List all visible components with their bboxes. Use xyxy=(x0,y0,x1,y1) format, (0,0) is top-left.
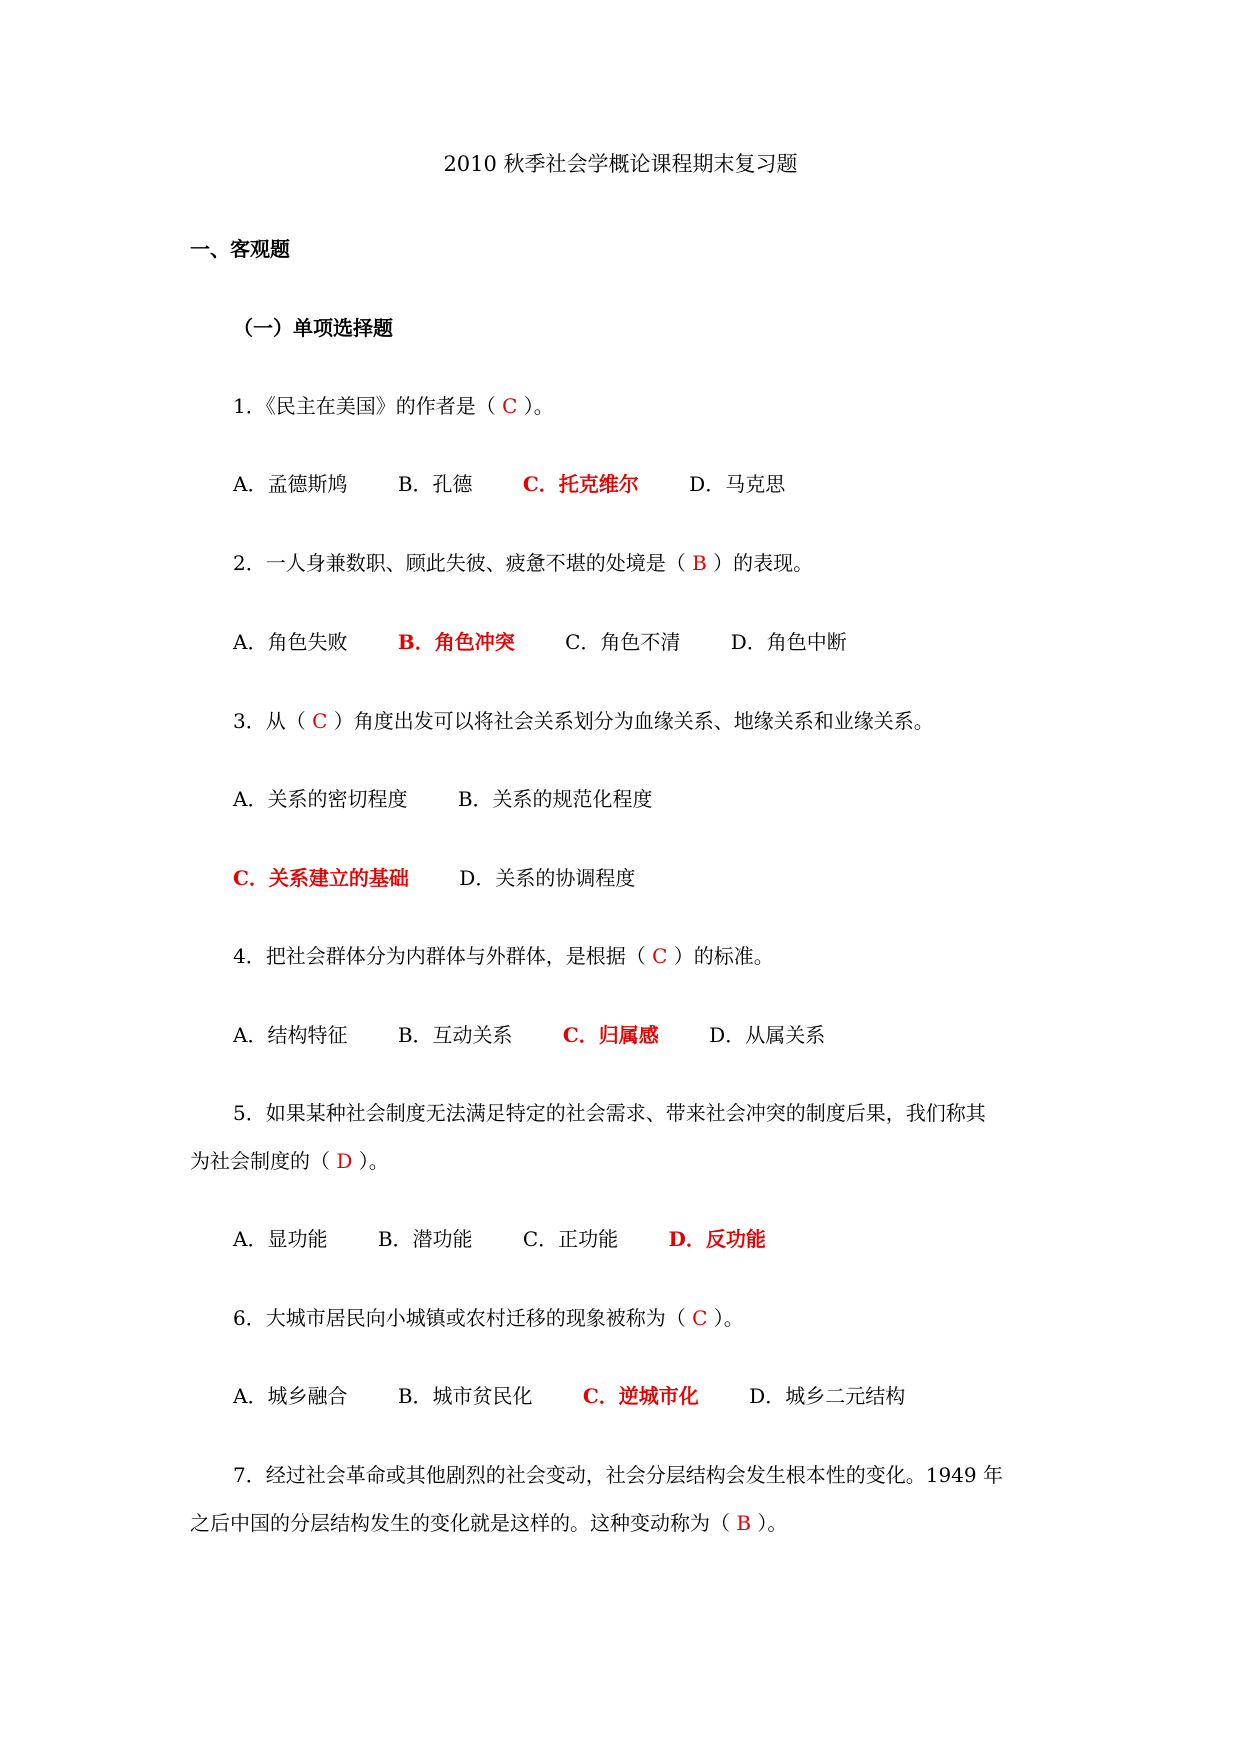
option-b: B．互动关系 xyxy=(397,1023,513,1047)
option-d: D．城乡二元结构 xyxy=(749,1384,906,1408)
option-c: C．正功能 xyxy=(522,1227,619,1251)
question-7-continued xyxy=(190,1513,787,1533)
options-3-line2 xyxy=(233,868,679,888)
option-a: A．结构特征 xyxy=(233,1023,348,1047)
answer-mark: C xyxy=(502,394,518,418)
question-stem-end: ）角度出发可以将社会关系划分为血缘关系、地缘关系和业缘关系。 xyxy=(327,709,934,733)
question-stem: 为社会制度的（ xyxy=(190,1149,337,1173)
option-a: A．关系的密切程度 xyxy=(233,787,408,811)
option-b: B．潜功能 xyxy=(377,1227,473,1251)
option-d-correct: D．反功能 xyxy=(668,1227,766,1251)
option-a: A．显功能 xyxy=(233,1227,328,1251)
option-d: D．马克思 xyxy=(689,472,786,496)
option-b: B．关系的规范化程度 xyxy=(457,787,653,811)
options-1 xyxy=(233,474,829,494)
question-stem: 3．从（ xyxy=(233,709,313,733)
answer-mark: C xyxy=(652,944,668,968)
question-stem: 6．大城市居民向小城镇或农村迁移的现象被称为（ xyxy=(233,1306,693,1330)
question-stem-end: ）。 xyxy=(517,394,554,418)
options-6 xyxy=(233,1386,949,1406)
question-stem-end: ）。 xyxy=(751,1511,788,1535)
question-stem: 4．把社会群体分为内群体与外群体，是根据（ xyxy=(233,944,653,968)
question-stem-end: ）。 xyxy=(352,1149,389,1173)
question-stem-end: ）。 xyxy=(707,1306,744,1330)
option-b: B．城市贫民化 xyxy=(397,1384,533,1408)
question-5-continued xyxy=(190,1151,389,1171)
option-c-correct: C．归属感 xyxy=(562,1023,659,1047)
option-a: A．孟德斯鸠 xyxy=(233,472,348,496)
answer-mark: B xyxy=(692,551,707,575)
question-stem: 之后中国的分层结构发生的变化就是这样的。这种变动称为（ xyxy=(190,1511,737,1535)
options-3-line1 xyxy=(233,789,697,809)
option-c: C．角色不清 xyxy=(565,630,681,654)
option-c-correct: C．关系建立的基础 xyxy=(233,866,409,890)
question-stem-end: ）的标准。 xyxy=(667,944,774,968)
options-2 xyxy=(233,632,891,652)
question-2 xyxy=(233,553,813,573)
answer-mark: C xyxy=(692,1306,708,1330)
option-d: D．关系的协调程度 xyxy=(459,866,636,890)
subsection-heading: （一）单项选择题 xyxy=(233,316,393,340)
option-d: D．从属关系 xyxy=(709,1023,826,1047)
question-7 xyxy=(233,1465,1003,1485)
question-3 xyxy=(233,711,934,731)
option-c-correct: C．逆城市化 xyxy=(582,1384,699,1408)
option-a: A．角色失败 xyxy=(233,630,348,654)
question-stem-end: ）的表现。 xyxy=(706,551,814,575)
option-d: D．角色中断 xyxy=(730,630,847,654)
question-5 xyxy=(233,1103,986,1123)
options-5 xyxy=(233,1229,810,1249)
question-1 xyxy=(233,396,554,416)
page-title: 2010 秋季社会学概论课程期末复习题 xyxy=(443,152,798,176)
section-heading: 一、客观题 xyxy=(190,237,290,261)
answer-mark: B xyxy=(736,1511,752,1535)
option-c-correct: C．托克维尔 xyxy=(522,472,639,496)
question-stem: 1．《民主在美国》的作者是（ xyxy=(233,394,503,418)
answer-mark: C xyxy=(312,709,328,733)
answer-mark: D xyxy=(336,1149,353,1173)
question-stem-line1: 7．经过社会革命或其他剧烈的社会变动，社会分层结构会发生根本性的变化。1949 年 xyxy=(233,1463,1003,1487)
question-6 xyxy=(233,1308,744,1328)
option-a: A．城乡融合 xyxy=(233,1384,348,1408)
question-4 xyxy=(233,946,774,966)
question-stem: 2．一人身兼数职、顾此失彼、疲惫不堪的处境是（ xyxy=(233,551,693,575)
option-b: B．孔德 xyxy=(397,472,473,496)
options-4 xyxy=(233,1025,869,1045)
option-b-correct: B．角色冲突 xyxy=(397,630,515,654)
question-stem-line1: 5．如果某种社会制度无法满足特定的社会需求、带来社会冲突的制度后果，我们称其 xyxy=(233,1101,986,1125)
